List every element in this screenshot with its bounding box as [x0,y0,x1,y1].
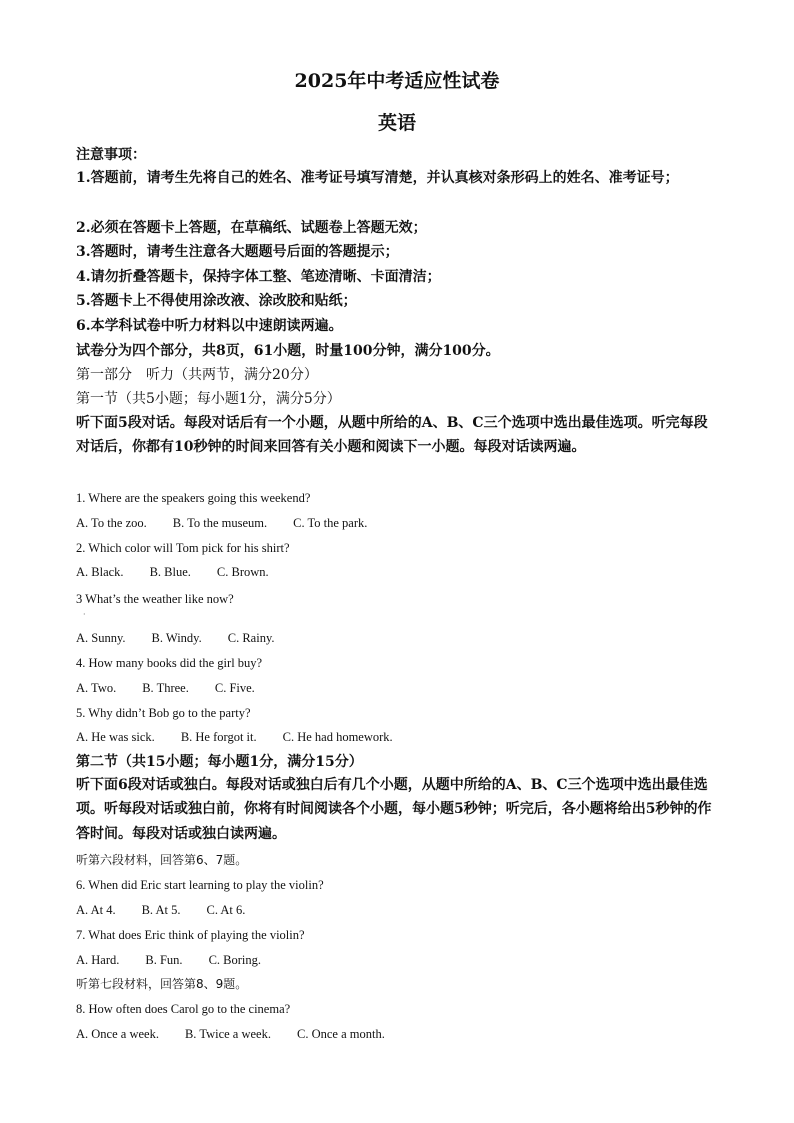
question-2-options [76,564,295,580]
option-b[interactable]: B. To the museum. [172,516,268,530]
note-item-2: 2.必须在答题卡上答题，在草稿纸、试题卷上答题无效； [76,220,427,236]
option-b[interactable]: B. At 5. [141,903,181,917]
material-6-note: 听第六段材料，回答第6、7题。 [76,853,248,867]
option-a[interactable]: A. Once a week. [76,1027,159,1041]
option-c[interactable]: C. To the park. [293,516,368,530]
exam-title: 2025年中考适应性试卷 [294,70,500,92]
option-a[interactable]: A. Hard. [76,953,120,967]
option-c[interactable]: C. Brown. [216,565,269,579]
question-1-options [76,515,393,531]
option-b[interactable]: B. He forgot it. [180,730,257,744]
note-item-3: 3.答题时，请考生注意各大题题号后面的答题提示； [76,244,399,260]
option-a[interactable]: A. Black. [76,565,124,579]
option-a[interactable]: A. Two. [76,681,117,695]
option-a[interactable]: A. He was sick. [76,730,155,744]
option-b[interactable]: B. Fun. [145,953,183,967]
notes-heading: 注意事项： [76,147,146,163]
option-b[interactable]: B. Windy. [151,631,202,645]
question-6: 6. When did Eric start learning to play the violin? [76,878,324,892]
material-7-note: 听第七段材料，回答第8、9题。 [76,977,248,991]
stray-dot-mark: · [83,610,86,619]
note-item-6: 6.本学科试卷中听力材料以中速朗读两遍。 [76,318,343,334]
question-8-options [76,1026,411,1042]
exam-summary: 试卷分为四个部分，共8页，61小题，时量100分钟，满分100分。 [76,343,500,359]
section2-instructions: 听下面6段对话或独白。每段对话或独白后有几个小题，从题中所给的A、B、C三个选项中选出最佳选项。听每段对话或独白前，你将有时间阅读各个小题，每小题5秒钟；听完后，各小题将给出5秒钟的作答时间。每段对话或独白读两遍。 [76,777,712,842]
question-5-options [76,729,419,745]
question-3: 3 What’s the weather like now? [76,592,234,606]
option-b[interactable]: B. Blue. [149,565,191,579]
option-b[interactable]: B. Three. [142,681,189,695]
option-b[interactable]: B. Twice a week. [184,1027,271,1041]
option-a[interactable]: A. To the zoo. [76,516,147,530]
question-1: 1. Where are the speakers going this weekend? [76,491,311,505]
note-item-4: 4.请勿折叠答题卡，保持字体工整、笔迹清晰、卡面清洁； [76,269,441,285]
option-c[interactable]: C. At 6. [206,903,246,917]
part1-heading: 第一部分 听力（共两节，满分20分） [76,367,318,383]
option-c[interactable]: C. Once a month. [296,1027,385,1041]
question-3-options [76,630,301,646]
question-2: 2. Which color will Tom pick for his shirt? [76,541,290,555]
subject-title: 英语 [377,112,416,134]
question-7: 7. What does Eric think of playing the violin? [76,928,305,942]
option-a[interactable]: A. At 4. [76,903,116,917]
question-8: 8. How often does Carol go to the cinema? [76,1002,291,1016]
question-4: 4. How many books did the girl buy? [76,656,263,670]
section1-heading: 第一节（共5小题；每小题1分，满分5分） [76,391,341,407]
question-4-options [76,680,281,696]
note-item-5: 5.答题卡上不得使用涂改液、涂改胶和贴纸； [76,293,357,309]
option-c[interactable]: C. Rainy. [227,631,275,645]
question-7-options [76,952,287,968]
option-c[interactable]: C. Five. [214,681,255,695]
note-item-1: 1.答题前，请考生先将自己的姓名、准考证号填写清楚，并认真核对条形码上的姓名、准考证号； [76,170,679,186]
section1-instructions: 听下面5段对话。每段对话后有一个小题，从题中所给的A、B、C三个选项中选出最佳选项。听完每段对话后，你都有10秒钟的时间来回答有关小题和阅读下一小题。每段对话读两遍。 [76,415,708,456]
question-5: 5. Why didn’t Bob go to the party? [76,706,251,720]
option-c[interactable]: C. Boring. [208,953,261,967]
section2-heading: 第二节（共15小题；每小题1分，满分15分） [76,754,363,770]
question-6-options [76,902,271,918]
option-c[interactable]: C. He had homework. [282,730,393,744]
option-a[interactable]: A. Sunny. [76,631,126,645]
